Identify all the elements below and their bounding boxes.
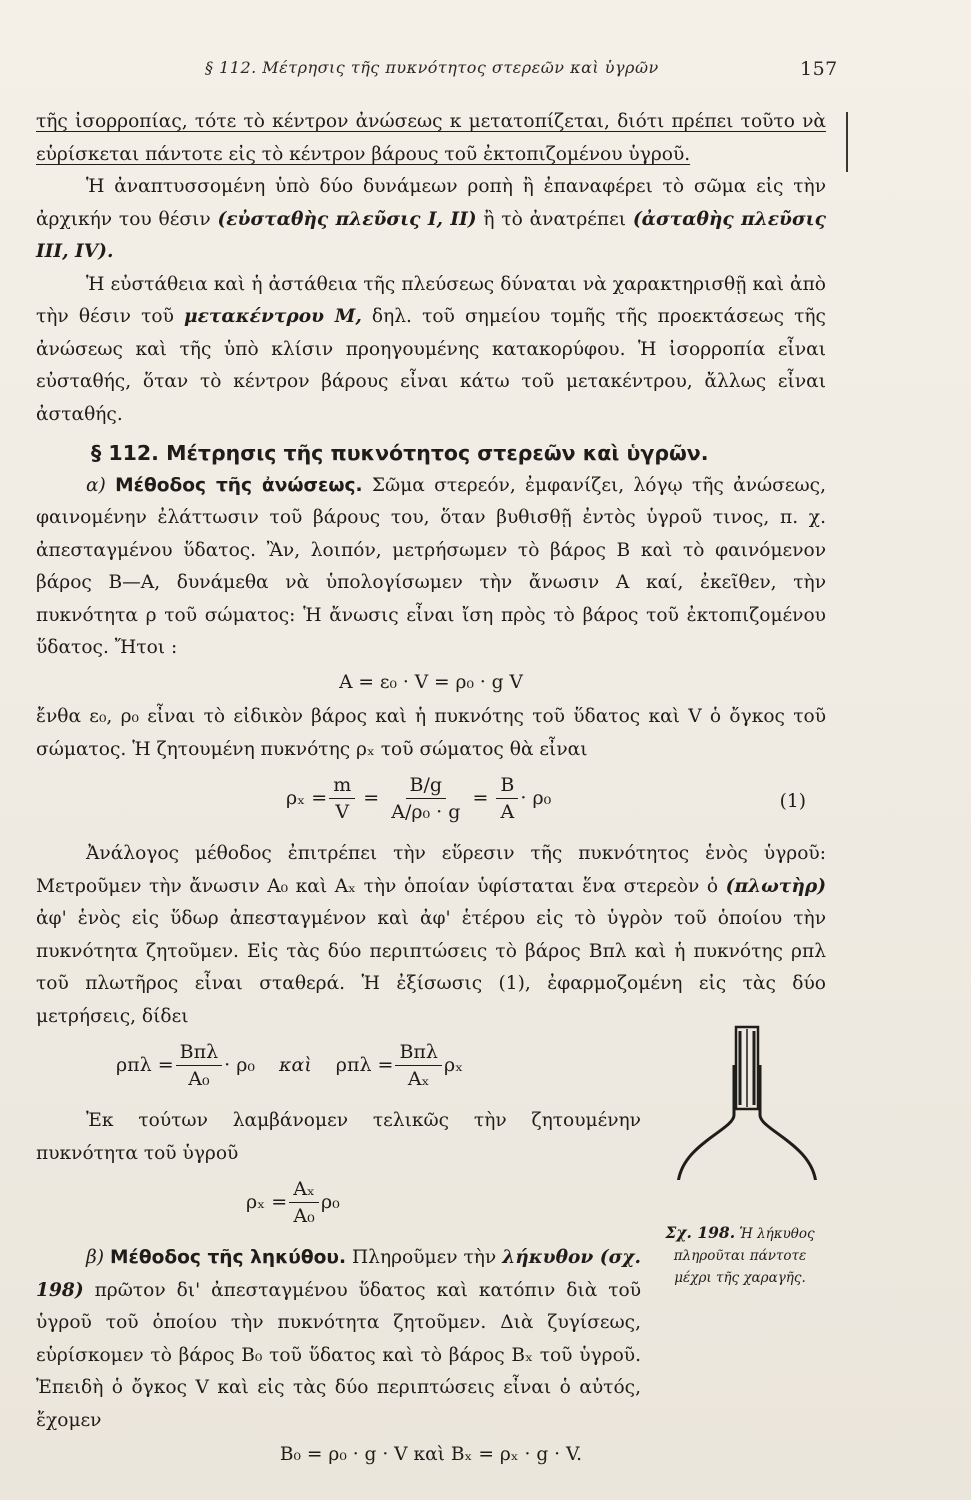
paragraph-text: Σῶμα στερεόν, ἐμφανίζει, λόγῳ τῆς ἀνώσεως, φαινομένην ἐλάττωσιν τοῦ βάρους του, ὅταν βυθισθῇ ἐντὸς ὑγροῦ τινος, π. χ. ἀπεσταγμένου ὕδατος. Ἂν, λοιπόν, μετρήσωμεν τὸ βάρος B καὶ τὸ φαινόμενον βάρος B—A, δυνάμεθα νὰ ὑπολογίσωμεν τὴν ἄνωσιν A καί, ἐκεῖθεν, τὴν πυκνότητα ρ τοῦ σώματος: Ἡ ἄνωσις εἶναι ἴση πρὸς τὸ βάρος τοῦ ἐκτοπιζομένου ὕδατος. Ἤτοι : (36, 474, 826, 658)
fraction (387, 772, 464, 825)
term-metacentre: μετακέντρου M, (184, 306, 362, 327)
paragraph-method-b (36, 1242, 641, 1437)
eq-lhs: ρₓ = (246, 1191, 288, 1214)
paragraph-text: πρῶτον δι' ἀπεσταγμένου ὕδατος καὶ κατόπιν διὰ τοῦ ὑγροῦ τοῦ ὁποίου τὴν πυκνότητα ζητοῦμεν. Διὰ ζυγίσεως, εὑρίσκομεν τὸ βάρος B₀ τοῦ ὕδατος καὶ τὸ βάρος Bₓ τοῦ ὑγροῦ. Ἐπειδὴ ὁ ὄγκος V καὶ εἰς τὰς δύο περιπτώσεις εἶναι ὁ αὐτός, ἔχομεν (36, 1279, 641, 1431)
denominator: A (500, 801, 515, 823)
eq-tail: · ρ₀ (224, 1054, 256, 1077)
fraction (329, 772, 355, 825)
numerator: Bπλ (395, 1039, 442, 1066)
denominator: A/ρ₀ · g (391, 801, 461, 823)
paragraph-text: Ἡ εὐστάθεια καὶ ἡ ἀστάθεια τῆς πλεύσεως δύναται νὰ χαρακτηρισθῇ καὶ ἀπὸ τὴν θέσιν τοῦ (36, 273, 826, 327)
paragraph-continuation (36, 106, 826, 171)
term-unstable: (ἀσταθὴς πλεῦσις III, IV). (36, 208, 826, 262)
flask-figure (660, 990, 830, 1180)
numerator: B (496, 772, 518, 799)
figure-caption (654, 1222, 826, 1289)
denominator: Aₓ (407, 1068, 430, 1090)
numerator: m (329, 772, 355, 799)
numerator: B/g (406, 772, 447, 799)
paragraph-where: ἔνθα ε₀, ρ₀ εἶναι τὸ εἰδικὸν βάρος καὶ ἡ πυκνότης τοῦ ὕδατος καὶ V ὁ ὄγκος τοῦ σώματος. Ἡ ζητουμένη πυκνότης ρₓ τοῦ σώματος θὰ εἶναι (36, 706, 826, 760)
numerator: Aₓ (289, 1176, 319, 1203)
paragraph-text: ἢ τὸ ἀνατρέπει (483, 208, 627, 230)
section-heading: § 112. Μέτρησις τῆς πυκνότητος στερεῶν καὶ ὑγρῶν. (91, 441, 709, 465)
figure-number: Σχ. 198. (665, 1223, 736, 1242)
eq-lhs: ρπλ = (116, 1054, 174, 1077)
fraction (496, 772, 518, 825)
term-stable: (εὐσταθὴς πλεῦσις I, II) (217, 208, 477, 230)
figure-caption-text: Ἡ λήκυθος πληροῦται πάντοτε μέχρι τῆς χαραγῆς. (673, 1226, 815, 1286)
running-head-title: § 112. Μέτρησις τῆς πυκνότητος στερεῶν καὶ ὑγρῶν (205, 58, 659, 77)
equation-1: ρₓ = $\frac{m}{V}$ = $\frac{B/g}{\text{A/ρ₀ · g}}$ = $\frac{B}{A}$ · ρ₀ (1) (286, 774, 806, 823)
equation-upthrust: A = ε₀ · V = ρ₀ · g V (339, 671, 523, 693)
denominator: A₀ (293, 1205, 315, 1227)
denominator: V (335, 801, 350, 823)
paragraph-text: Πληροῦμεν τὴν (351, 1247, 497, 1268)
equation-flask: B₀ = ρ₀ · g · V καὶ Bₓ = ρₓ · g · V. (279, 1444, 583, 1465)
eq-tail: ρ₀ (320, 1191, 340, 1214)
method-label: α) (86, 474, 106, 496)
page-number: 157 (800, 58, 838, 80)
equation-number: (1) (779, 791, 806, 812)
eq-tail: ρₓ (443, 1054, 464, 1077)
fraction (289, 1176, 319, 1229)
paragraph-stability (36, 171, 826, 269)
denominator: A₀ (188, 1068, 210, 1090)
margin-mark (846, 112, 848, 172)
method-label: β) (86, 1247, 105, 1268)
method-title: Μέθοδος τῆς ἀνώσεως. (115, 474, 363, 496)
paragraph-text: Ἡ ἀναπτυσσομένη ὑπὸ δύο δυνάμεων ροπὴ ἢ ἐπαναφέρει τὸ σῶμα εἰς τὴν ἀρχικήν του θέσιν (36, 176, 826, 230)
paragraph-text: δηλ. τοῦ σημείου τομῆς τῆς προεκτάσεως τῆς ἀνώσεως καὶ τῆς ὑπὸ κλίσιν προηγουμένης κατακορύφου. Ἡ ἰσορροπία εἶναι εὐσταθής, ὅταν τὸ κέντρον βάρους εἶναι κάτω τοῦ μετακέντρου, ἄλλως εἶναι ἀσταθής. (36, 306, 826, 425)
eq-lhs: ρπλ = (335, 1054, 394, 1077)
paragraph-text: ἀφ' ἑνὸς εἰς ὕδωρ ἀπεσταγμένον καὶ ἀφ' ἑτέρου εἰς τὸ ὑγρὸν τοῦ ὁποίου τὴν πυκνότητα ζητοῦμεν. Εἰς τὰς δύο περιπτώσεις τὸ βάρος Bπλ καὶ ἡ πυκνότης ρπλ τοῦ πλωτῆρος εἶναι σταθερά. Ἡ ἐξίσωσις (1), ἐφαρμοζομένη εἰς τὰς δύο μετρήσεις, δίδει (36, 908, 826, 1027)
paragraph-text: Ἀνάλογος μέθοδος ἐπιτρέπει τὴν εὕρεσιν τῆς πυκνότητος ἑνὸς ὑγροῦ: Μετροῦμεν τὴν ἄνωσιν A₀ καὶ Aₓ τὴν ὁποίαν ὑφίσταται ἕνα στερεὸν ὁ (36, 843, 826, 897)
fraction (176, 1039, 223, 1092)
paragraph-metacentre (36, 269, 826, 432)
term-float: (πλωτὴρ) (725, 875, 826, 897)
eq-conjunction: καὶ (279, 1054, 312, 1077)
paragraph-method-a (36, 470, 826, 665)
eq-tail: · ρ₀ (520, 787, 552, 810)
numerator: Bπλ (176, 1039, 223, 1066)
method-title: Μέθοδος τῆς ληκύθου. (109, 1247, 347, 1268)
paragraph-text: τῆς ἰσορροπίας, τότε τὸ κέντρον ἀνώσεως κ μετατοπίζεται, διότι πρέπει τοῦτο νὰ εὑρίσκεται πάντοτε εἰς τὸ κέντρον βάρους τοῦ ἐκτοπιζομένου ὑγροῦ. (36, 111, 826, 165)
eq-lhs: ρₓ = (286, 787, 328, 810)
fraction (395, 1039, 442, 1092)
term-flask: λήκυθον (σχ. 198) (36, 1247, 641, 1301)
paragraph-result: Ἐκ τούτων λαμβάνομεν τελικῶς τὴν ζητουμένην πυκνότητα τοῦ ὑγροῦ (36, 1110, 641, 1164)
